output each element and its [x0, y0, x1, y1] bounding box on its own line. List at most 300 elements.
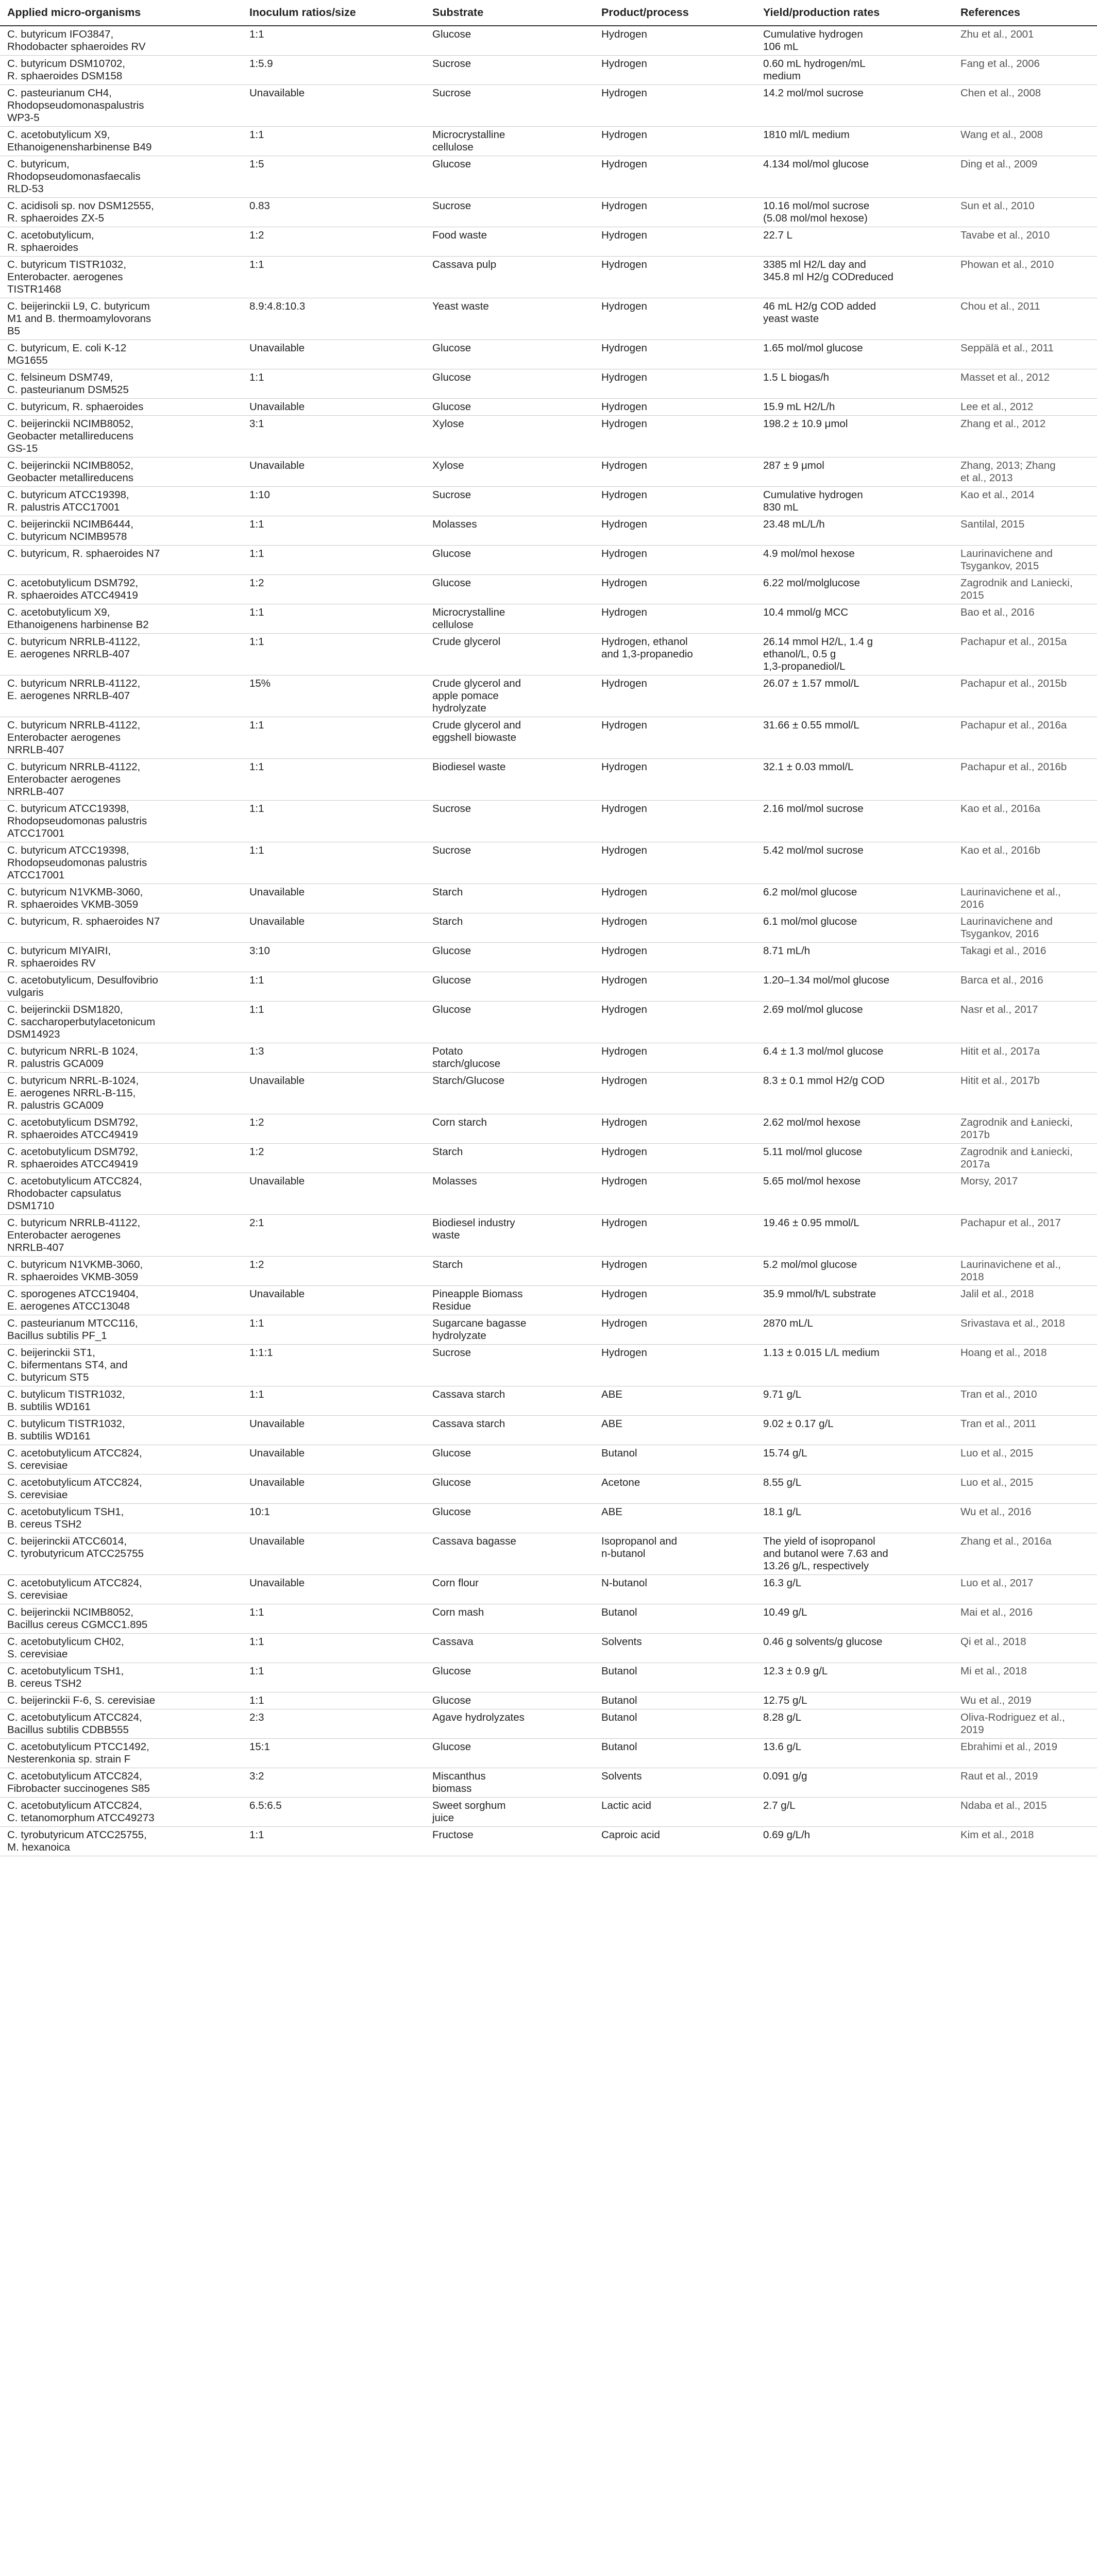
cell-reference: Hitit et al., 2017a [953, 1043, 1097, 1073]
cell-organisms: C. acetobutylicum CH02, S. cerevisiae [0, 1634, 242, 1663]
cell-reference: Luo et al., 2017 [953, 1575, 1097, 1604]
cell-inoculum: 10:1 [242, 1504, 425, 1533]
cell-reference: Kao et al., 2014 [953, 487, 1097, 516]
table-row [0, 1114, 1097, 1144]
cell-reference: Jalil et al., 2018 [953, 1286, 1097, 1315]
cell-substrate: Starch/Glucose [425, 1073, 594, 1114]
cell-yield: 1.65 mol/mol glucose [756, 340, 953, 369]
cell-inoculum: 15% [242, 675, 425, 717]
cell-substrate: Crude glycerol and apple pomace hydrolyzate [425, 675, 594, 717]
cell-yield: 16.3 g/L [756, 1575, 953, 1604]
cell-inoculum: 1:1 [242, 1692, 425, 1709]
cell-organisms: C. acetobutylicum ATCC824, C. tetanomorphum ATCC49273 [0, 1798, 242, 1827]
header-row [0, 1, 1097, 26]
cell-reference: Chou et al., 2011 [953, 298, 1097, 340]
cell-organisms: C. butylicum TISTR1032, B. subtilis WD161 [0, 1386, 242, 1416]
table-row [0, 1386, 1097, 1416]
cell-substrate: Cassava starch [425, 1386, 594, 1416]
cell-substrate: Fructose [425, 1827, 594, 1856]
cell-yield: 1.20–1.34 mol/mol glucose [756, 972, 953, 1002]
cell-inoculum: 1:1 [242, 516, 425, 546]
cell-reference: Laurinavichene et al., 2018 [953, 1257, 1097, 1286]
table-row [0, 85, 1097, 127]
cell-substrate: Glucose [425, 972, 594, 1002]
cell-yield: 15.9 mL H2/L/h [756, 399, 953, 416]
cell-reference: Laurinavichene and Tsygankov, 2015 [953, 546, 1097, 575]
cell-yield: 35.9 mmol/h/L substrate [756, 1286, 953, 1315]
cell-product: ABE [594, 1416, 756, 1445]
cell-reference: Seppälä et al., 2011 [953, 340, 1097, 369]
table-row [0, 1709, 1097, 1739]
cell-product: Hydrogen [594, 487, 756, 516]
cell-yield: 4.134 mol/mol glucose [756, 156, 953, 198]
cell-substrate: Potato starch/glucose [425, 1043, 594, 1073]
cell-inoculum: Unavailable [242, 399, 425, 416]
column-header-product: Product/process [594, 1, 756, 26]
cell-yield: 23.48 mL/L/h [756, 516, 953, 546]
cell-inoculum: Unavailable [242, 1533, 425, 1575]
cell-organisms: C. butyricum NRRLB-41122, Enterobacter aerogenes NRRLB-407 [0, 1215, 242, 1257]
cell-substrate: Glucose [425, 1504, 594, 1533]
cell-product: Caproic acid [594, 1827, 756, 1856]
cell-yield: 8.55 g/L [756, 1475, 953, 1504]
cell-product: Hydrogen [594, 257, 756, 298]
cell-substrate: Biodiesel waste [425, 759, 594, 801]
cell-yield: 15.74 g/L [756, 1445, 953, 1475]
cell-reference: Sun et al., 2010 [953, 198, 1097, 227]
cell-substrate: Glucose [425, 943, 594, 972]
table-row [0, 1345, 1097, 1386]
cell-yield: 8.71 mL/h [756, 943, 953, 972]
cell-substrate: Yeast waste [425, 298, 594, 340]
cell-product: Butanol [594, 1692, 756, 1709]
cell-inoculum: Unavailable [242, 340, 425, 369]
table-row [0, 575, 1097, 604]
cell-substrate: Starch [425, 884, 594, 913]
cell-substrate: Xylose [425, 457, 594, 487]
cell-organisms: C. acetobutylicum ATCC824, S. cerevisiae [0, 1475, 242, 1504]
cell-product: Hydrogen [594, 416, 756, 457]
cell-inoculum: 1:1 [242, 842, 425, 884]
cell-substrate: Pineapple Biomass Residue [425, 1286, 594, 1315]
cell-yield: 31.66 ± 0.55 mmol/L [756, 717, 953, 759]
cell-substrate: Sucrose [425, 85, 594, 127]
cell-yield: 2.69 mol/mol glucose [756, 1002, 953, 1043]
cell-organisms: C. acidisoli sp. nov DSM12555, R. sphaeroides ZX-5 [0, 198, 242, 227]
cell-organisms: C. acetobutylicum DSM792, R. sphaeroides ATCC49419 [0, 575, 242, 604]
cell-organisms: C. sporogenes ATCC19404, E. aerogenes ATCC13048 [0, 1286, 242, 1315]
cell-product: Hydrogen [594, 972, 756, 1002]
cell-substrate: Glucose [425, 1445, 594, 1475]
cell-yield: Cumulative hydrogen 830 mL [756, 487, 953, 516]
cell-product: Hydrogen [594, 1043, 756, 1073]
cell-reference: Masset et al., 2012 [953, 369, 1097, 399]
cell-reference: Takagi et al., 2016 [953, 943, 1097, 972]
table-row [0, 842, 1097, 884]
cell-organisms: C. butyricum NRRLB-41122, E. aerogenes NRRLB-407 [0, 675, 242, 717]
cell-organisms: C. beijerinckii NCIMB8052, Geobacter metallireducens [0, 457, 242, 487]
cell-inoculum: 1:1 [242, 26, 425, 56]
table-row [0, 298, 1097, 340]
cell-reference: Pachapur et al., 2015b [953, 675, 1097, 717]
cell-substrate: Glucose [425, 1475, 594, 1504]
cell-organisms: C. beijerinckii NCIMB6444, C. butyricum NCIMB9578 [0, 516, 242, 546]
cell-reference: Pachapur et al., 2016b [953, 759, 1097, 801]
table-row [0, 127, 1097, 156]
cell-product: Hydrogen [594, 1286, 756, 1315]
cell-reference: Wang et al., 2008 [953, 127, 1097, 156]
cell-reference: Luo et al., 2015 [953, 1475, 1097, 1504]
table-row [0, 1634, 1097, 1663]
table-row [0, 369, 1097, 399]
cell-product: Hydrogen [594, 1257, 756, 1286]
table-row [0, 1257, 1097, 1286]
cell-inoculum: 1:1 [242, 257, 425, 298]
cell-reference: Srivastava et al., 2018 [953, 1315, 1097, 1345]
cell-inoculum: Unavailable [242, 1286, 425, 1315]
cell-yield: 0.60 mL hydrogen/mL medium [756, 56, 953, 85]
table-row [0, 198, 1097, 227]
cell-reference: Zagrodnik and Łaniecki, 2017b [953, 1114, 1097, 1144]
cell-organisms: C. acetobutylicum TSH1, B. cereus TSH2 [0, 1504, 242, 1533]
cell-reference: Lee et al., 2012 [953, 399, 1097, 416]
cell-yield: 5.2 mol/mol glucose [756, 1257, 953, 1286]
cell-yield: 6.22 mol/molglucose [756, 575, 953, 604]
cell-product: Hydrogen [594, 884, 756, 913]
cell-inoculum: 2:1 [242, 1215, 425, 1257]
cell-inoculum: 1:1 [242, 1386, 425, 1416]
table-row [0, 399, 1097, 416]
cell-substrate: Sucrose [425, 1345, 594, 1386]
cell-substrate: Sucrose [425, 56, 594, 85]
cell-yield: 10.4 mmol/g MCC [756, 604, 953, 634]
cell-reference: Kao et al., 2016a [953, 801, 1097, 842]
cell-product: Hydrogen [594, 575, 756, 604]
cell-substrate: Glucose [425, 1692, 594, 1709]
cell-reference: Santilal, 2015 [953, 516, 1097, 546]
table-row [0, 913, 1097, 943]
table-row [0, 156, 1097, 198]
table-row [0, 1144, 1097, 1173]
cell-inoculum: 1:1 [242, 369, 425, 399]
cell-inoculum: 1:1 [242, 546, 425, 575]
cell-organisms: C. beijerinckii F-6, S. cerevisiae [0, 1692, 242, 1709]
cell-product: Butanol [594, 1445, 756, 1475]
cell-product: Acetone [594, 1475, 756, 1504]
cell-substrate: Glucose [425, 26, 594, 56]
cell-inoculum: Unavailable [242, 1073, 425, 1114]
table-row [0, 943, 1097, 972]
cell-reference: Tran et al., 2010 [953, 1386, 1097, 1416]
cell-organisms: C. butyricum, R. sphaeroides [0, 399, 242, 416]
table-body [0, 26, 1097, 1856]
cell-inoculum: 1:1 [242, 1002, 425, 1043]
cell-reference: Raut et al., 2019 [953, 1768, 1097, 1798]
cell-inoculum: Unavailable [242, 1416, 425, 1445]
cell-product: Hydrogen [594, 717, 756, 759]
cell-yield: 0.69 g/L/h [756, 1827, 953, 1856]
cell-yield: 4.9 mol/mol hexose [756, 546, 953, 575]
cell-reference: Bao et al., 2016 [953, 604, 1097, 634]
table-row [0, 1504, 1097, 1533]
cell-yield: 26.14 mmol H2/L, 1.4 g ethanol/L, 0.5 g 1,3-propanediol/L [756, 634, 953, 675]
cell-organisms: C. butyricum ATCC19398, Rhodopseudomonas palustris ATCC17001 [0, 842, 242, 884]
cell-inoculum: 1:1 [242, 1634, 425, 1663]
cell-substrate: Sweet sorghum juice [425, 1798, 594, 1827]
table-row [0, 340, 1097, 369]
cell-organisms: C. butyricum, Rhodopseudomonasfaecalis RLD-53 [0, 156, 242, 198]
cell-organisms: C. beijerinckii NCIMB8052, Bacillus cereus CGMCC1.895 [0, 1604, 242, 1634]
cell-substrate: Sucrose [425, 801, 594, 842]
cell-inoculum: 1:1 [242, 127, 425, 156]
cell-reference: Zagrodnik and Łaniecki, 2017a [953, 1144, 1097, 1173]
table-row [0, 1604, 1097, 1634]
cell-yield: 2870 mL/L [756, 1315, 953, 1345]
cell-substrate: Agave hydrolyzates [425, 1709, 594, 1739]
cell-reference: Kao et al., 2016b [953, 842, 1097, 884]
table-row [0, 26, 1097, 56]
cell-reference: Oliva-Rodriguez et al., 2019 [953, 1709, 1097, 1739]
cell-organisms: C. acetobutylicum X9, Ethanoigenensharbinense B49 [0, 127, 242, 156]
table-row [0, 1575, 1097, 1604]
cell-organisms: C. tyrobutyricum ATCC25755, M. hexanoica [0, 1827, 242, 1856]
table-row [0, 1739, 1097, 1768]
cell-product: Hydrogen [594, 127, 756, 156]
cell-product: Butanol [594, 1709, 756, 1739]
cell-organisms: C. acetobutylicum PTCC1492, Nesterenkonia sp. strain F [0, 1739, 242, 1768]
cell-product: Hydrogen [594, 759, 756, 801]
cell-yield: 8.3 ± 0.1 mmol H2/g COD [756, 1073, 953, 1114]
cell-substrate: Biodiesel industry waste [425, 1215, 594, 1257]
cell-yield: 46 mL H2/g COD added yeast waste [756, 298, 953, 340]
cell-inoculum: Unavailable [242, 913, 425, 943]
cell-reference: Kim et al., 2018 [953, 1827, 1097, 1856]
table-row [0, 1215, 1097, 1257]
cell-yield: 18.1 g/L [756, 1504, 953, 1533]
cell-yield: 9.02 ± 0.17 g/L [756, 1416, 953, 1445]
cell-yield: 9.71 g/L [756, 1386, 953, 1416]
cell-yield: 0.091 g/g [756, 1768, 953, 1798]
cell-inoculum: 3:2 [242, 1768, 425, 1798]
cell-reference: Tavabe et al., 2010 [953, 227, 1097, 257]
cell-substrate: Miscanthus biomass [425, 1768, 594, 1798]
cell-organisms: C. pasteurianum MTCC116, Bacillus subtilis PF_1 [0, 1315, 242, 1345]
cell-product: Hydrogen [594, 801, 756, 842]
cell-reference: Chen et al., 2008 [953, 85, 1097, 127]
cell-reference: Pachapur et al., 2016a [953, 717, 1097, 759]
cell-inoculum: 1:10 [242, 487, 425, 516]
cell-reference: Pachapur et al., 2017 [953, 1215, 1097, 1257]
cell-product: Lactic acid [594, 1798, 756, 1827]
table-row [0, 1286, 1097, 1315]
cell-product: Hydrogen [594, 1002, 756, 1043]
cell-substrate: Glucose [425, 1739, 594, 1768]
cell-organisms: C. beijerinckii ATCC6014, C. tyrobutyricum ATCC25755 [0, 1533, 242, 1575]
table-row [0, 1173, 1097, 1215]
cell-yield: The yield of isopropanol and butanol were 7.63 and 13.26 g/L, respectively [756, 1533, 953, 1575]
cell-organisms: C. acetobutylicum ATCC824, Rhodobacter capsulatus DSM1710 [0, 1173, 242, 1215]
cell-inoculum: Unavailable [242, 1475, 425, 1504]
cell-yield: 5.42 mol/mol sucrose [756, 842, 953, 884]
cell-substrate: Crude glycerol and eggshell biowaste [425, 717, 594, 759]
cell-yield: 198.2 ± 10.9 μmol [756, 416, 953, 457]
column-header-inoculum: Inoculum ratios/size [242, 1, 425, 26]
cell-product: Hydrogen [594, 943, 756, 972]
cell-yield: 1.13 ± 0.015 L/L medium [756, 1345, 953, 1386]
cell-substrate: Cassava pulp [425, 257, 594, 298]
cell-substrate: Sucrose [425, 842, 594, 884]
cell-yield: 1.5 L biogas/h [756, 369, 953, 399]
table-row [0, 634, 1097, 675]
cell-yield: 32.1 ± 0.03 mmol/L [756, 759, 953, 801]
cell-product: ABE [594, 1504, 756, 1533]
cell-yield: 0.46 g solvents/g glucose [756, 1634, 953, 1663]
cell-substrate: Glucose [425, 575, 594, 604]
cell-organisms: C. acetobutylicum ATCC824, S. cerevisiae [0, 1575, 242, 1604]
cell-reference: Mi et al., 2018 [953, 1663, 1097, 1692]
cell-inoculum: 1:1 [242, 717, 425, 759]
cell-reference: Zhang, 2013; Zhang et al., 2013 [953, 457, 1097, 487]
table-row [0, 801, 1097, 842]
cell-organisms: C. acetobutylicum ATCC824, Fibrobacter succinogenes S85 [0, 1768, 242, 1798]
cell-reference: Pachapur et al., 2015a [953, 634, 1097, 675]
cell-yield: 8.28 g/L [756, 1709, 953, 1739]
cell-organisms: C. butyricum NRRLB-41122, E. aerogenes NRRLB-407 [0, 634, 242, 675]
cell-organisms: C. beijerinckii L9, C. butyricum M1 and B. thermoamylovorans B5 [0, 298, 242, 340]
cell-yield: 12.3 ± 0.9 g/L [756, 1663, 953, 1692]
cell-substrate: Crude glycerol [425, 634, 594, 675]
cell-product: Hydrogen [594, 156, 756, 198]
table-row [0, 257, 1097, 298]
cell-reference: Zhang et al., 2012 [953, 416, 1097, 457]
cell-product: Hydrogen [594, 913, 756, 943]
cell-inoculum: 1:1 [242, 759, 425, 801]
cell-product: Hydrogen [594, 56, 756, 85]
cell-product: Solvents [594, 1634, 756, 1663]
cell-inoculum: Unavailable [242, 457, 425, 487]
cell-inoculum: 1:2 [242, 1257, 425, 1286]
table-row [0, 759, 1097, 801]
cell-product: Hydrogen [594, 1144, 756, 1173]
cell-reference: Ndaba et al., 2015 [953, 1798, 1097, 1827]
cell-inoculum: 1:2 [242, 575, 425, 604]
cell-organisms: C. beijerinckii NCIMB8052, Geobacter metallireducens GS-15 [0, 416, 242, 457]
table-row [0, 1692, 1097, 1709]
cell-product: Hydrogen [594, 1345, 756, 1386]
cell-organisms: C. acetobutylicum TSH1, B. cereus TSH2 [0, 1663, 242, 1692]
cell-yield: 6.4 ± 1.3 mol/mol glucose [756, 1043, 953, 1073]
table-row [0, 1043, 1097, 1073]
cell-yield: 2.16 mol/mol sucrose [756, 801, 953, 842]
table-row [0, 717, 1097, 759]
column-header-references: References [953, 1, 1097, 26]
cell-yield: 10.16 mol/mol sucrose (5.08 mol/mol hexose) [756, 198, 953, 227]
cell-inoculum: 3:1 [242, 416, 425, 457]
cell-product: Hydrogen [594, 298, 756, 340]
cell-yield: 2.62 mol/mol hexose [756, 1114, 953, 1144]
cell-product: Hydrogen [594, 26, 756, 56]
cell-product: Hydrogen, ethanol and 1,3-propanedio [594, 634, 756, 675]
cell-substrate: Starch [425, 913, 594, 943]
cell-inoculum: Unavailable [242, 1575, 425, 1604]
cell-inoculum: 15:1 [242, 1739, 425, 1768]
cell-product: Hydrogen [594, 399, 756, 416]
cell-yield: 6.2 mol/mol glucose [756, 884, 953, 913]
cell-yield: 287 ± 9 μmol [756, 457, 953, 487]
table-row [0, 1475, 1097, 1504]
cell-organisms: C. butyricum N1VKMB-3060, R. sphaeroides VKMB-3059 [0, 1257, 242, 1286]
microorganism-table [0, 1, 1097, 1856]
cell-product: Hydrogen [594, 369, 756, 399]
cell-organisms: C. beijerinckii ST1, C. bifermentans ST4, and C. butyricum ST5 [0, 1345, 242, 1386]
cell-organisms: C. butyricum MIYAIRI, R. sphaeroides RV [0, 943, 242, 972]
cell-inoculum: 1:1 [242, 634, 425, 675]
cell-reference: Hoang et al., 2018 [953, 1345, 1097, 1386]
cell-inoculum: 1:5 [242, 156, 425, 198]
table-row [0, 1315, 1097, 1345]
cell-product: Hydrogen [594, 1215, 756, 1257]
cell-inoculum: 1:1 [242, 972, 425, 1002]
cell-reference: Ding et al., 2009 [953, 156, 1097, 198]
cell-product: Butanol [594, 1604, 756, 1634]
cell-reference: Zhu et al., 2001 [953, 26, 1097, 56]
table-row [0, 675, 1097, 717]
cell-substrate: Cassava starch [425, 1416, 594, 1445]
cell-reference: Wu et al., 2019 [953, 1692, 1097, 1709]
cell-product: Hydrogen [594, 457, 756, 487]
cell-inoculum: 1:3 [242, 1043, 425, 1073]
table-row [0, 972, 1097, 1002]
cell-organisms: C. butyricum, R. sphaeroides N7 [0, 546, 242, 575]
table-row [0, 1663, 1097, 1692]
cell-product: ABE [594, 1386, 756, 1416]
table-row [0, 1002, 1097, 1043]
cell-reference: Zhang et al., 2016a [953, 1533, 1097, 1575]
cell-substrate: Microcrystalline cellulose [425, 127, 594, 156]
table-row [0, 1416, 1097, 1445]
cell-reference: Qi et al., 2018 [953, 1634, 1097, 1663]
cell-substrate: Xylose [425, 416, 594, 457]
cell-reference: Ebrahimi et al., 2019 [953, 1739, 1097, 1768]
cell-substrate: Glucose [425, 156, 594, 198]
cell-yield: 5.65 mol/mol hexose [756, 1173, 953, 1215]
cell-inoculum: 1:1 [242, 1663, 425, 1692]
cell-organisms: C. butyricum IFO3847, Rhodobacter sphaeroides RV [0, 26, 242, 56]
cell-inoculum: 1:2 [242, 1144, 425, 1173]
cell-substrate: Starch [425, 1257, 594, 1286]
cell-substrate: Sucrose [425, 487, 594, 516]
cell-product: Hydrogen [594, 227, 756, 257]
cell-substrate: Sucrose [425, 198, 594, 227]
table-row [0, 416, 1097, 457]
cell-substrate: Glucose [425, 1002, 594, 1043]
cell-reference: Nasr et al., 2017 [953, 1002, 1097, 1043]
cell-product: Hydrogen [594, 842, 756, 884]
table-row [0, 56, 1097, 85]
cell-organisms: C. butyricum DSM10702, R. sphaeroides DSM158 [0, 56, 242, 85]
cell-organisms: C. butylicum TISTR1032, B. subtilis WD161 [0, 1416, 242, 1445]
cell-product: Butanol [594, 1739, 756, 1768]
cell-inoculum: 1:1 [242, 801, 425, 842]
cell-organisms: C. acetobutylicum ATCC824, Bacillus subtilis CDBB555 [0, 1709, 242, 1739]
table-row [0, 1445, 1097, 1475]
table-row [0, 1768, 1097, 1798]
cell-substrate: Molasses [425, 1173, 594, 1215]
cell-yield: 13.6 g/L [756, 1739, 953, 1768]
cell-substrate: Cassava bagasse [425, 1533, 594, 1575]
cell-product: Hydrogen [594, 1073, 756, 1114]
table-row [0, 884, 1097, 913]
